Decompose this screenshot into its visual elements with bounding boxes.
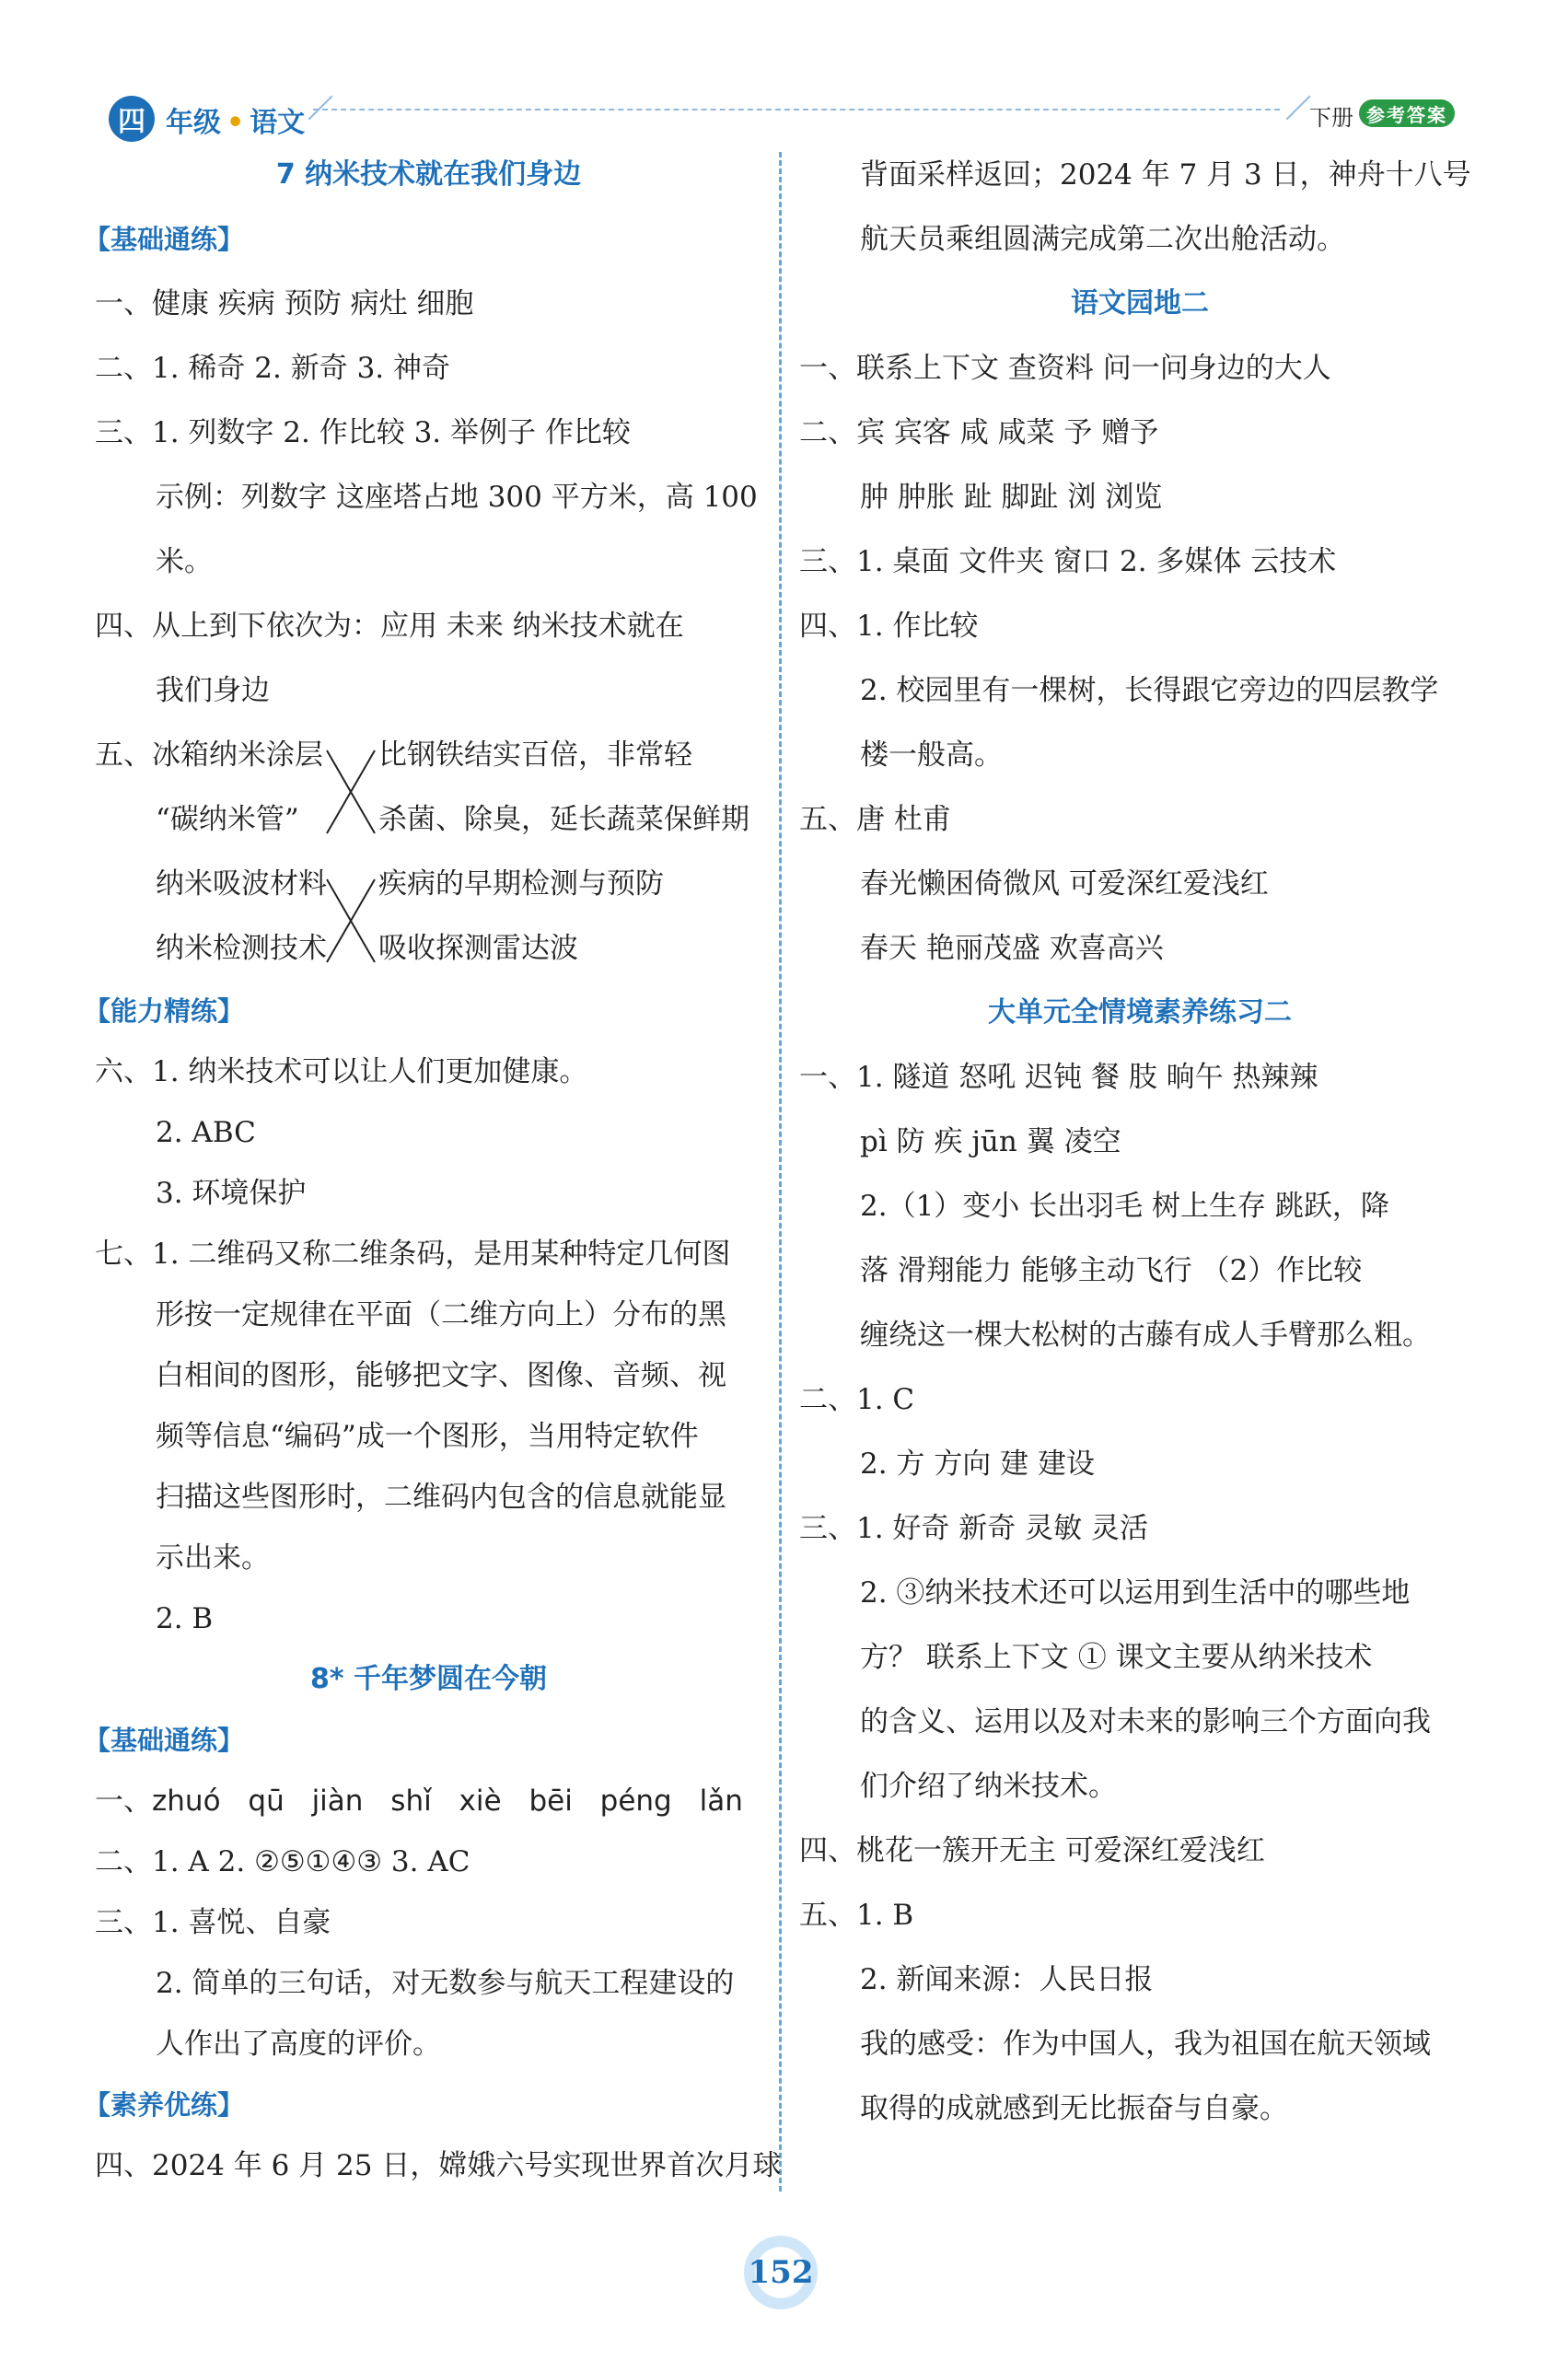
answer-line: 二、1. A 2. ②⑤①④③ 3. AC [95,1845,470,1878]
grade-subject-label [166,99,305,140]
answer-line: 四、桃花一簇开无主 可爱深红爱浅红 [799,1834,1265,1867]
answer-line: 2. 简单的三句话，对无数参与航天工程建设的 [156,1967,735,2000]
answer-line: 春光懒困倚微风 可爱深红爱浅红 [860,867,1269,901]
left-column [84,143,782,2196]
page-number: 152 [744,2236,818,2309]
answer-line: 二、1. 稀奇 2. 新奇 3. 神奇 [95,352,451,385]
answer-line: 示出来。 [156,1541,270,1575]
answer-line: 示例：列数字 这座塔占地 300 平方米，高 100 [156,481,758,514]
header-slash-left [308,96,333,121]
answer-line: 米。 [156,545,213,578]
match-right-item: 疾病的早期检测与预防 [378,867,664,901]
answer-line: 一、联系上下文 查资料 问一问身边的大人 [799,352,1331,385]
basic-practice-tag: 【基础通练】 [84,224,245,255]
matching-exercise [95,723,762,981]
match-row [95,723,762,787]
subject-label: 语文 [250,107,306,139]
answer-line: 2. B [156,1602,214,1635]
dot-separator: • [226,107,245,139]
match-right-item: 吸收探测雷达波 [378,932,578,965]
answer-line: 们介绍了纳米技术。 [860,1770,1117,1803]
match-row [95,916,762,981]
ability-practice-tag: 【能力精练】 [84,995,245,1027]
answer-line: 2. 新闻来源：人民日报 [860,1963,1154,1996]
grade-label: 年级 [166,107,221,139]
answer-line: 2. ③纳米技术还可以运用到生活中的哪些地 [860,1576,1411,1610]
basic-practice-tag: 【基础通练】 [84,1725,245,1756]
match-left-item: “碳纳米管” [156,803,299,836]
answer-line: 2. 方 方向 建 建设 [860,1447,1095,1481]
answer-line: 人作出了高度的评价。 [156,2028,441,2061]
answer-line: 2.（1）变小 长出羽毛 树上生存 跳跃，降 [860,1190,1389,1223]
answer-line: 三、1. 桌面 文件夹 窗口 2. 多媒体 云技术 [799,545,1337,578]
match-left-item: 纳米检测技术 [156,932,327,965]
answer-line: 楼一般高。 [860,738,1003,772]
answer-line: 缠绕这一棵大松树的古藤有成人手臂那么粗。 [860,1319,1431,1352]
answer-line: 白相间的图形，能够把文字、图像、音频、视 [156,1359,726,1392]
answer-line: 三、1. 喜悦、自豪 [95,1906,331,1939]
answer-line: 我们身边 [156,674,270,707]
answer-line: 六、1. 纳米技术可以让人们更加健康。 [95,1055,588,1088]
answer-line: 七、1. 二维码又称二维条码，是用某种特定几何图 [95,1238,731,1271]
page-header [0,0,1568,157]
match-right-item: 杀菌、除臭，延长蔬菜保鲜期 [378,803,749,836]
unit-practice-title: 大单元全情境素养练习二 [988,996,1292,1029]
answer-line: 3. 环境保护 [156,1177,307,1210]
answer-line: 形按一定规律在平面（二维方向上）分布的黑 [156,1298,726,1331]
answer-line: 三、1. 好奇 新奇 灵敏 灵活 [799,1512,1148,1545]
match-row [95,852,762,916]
answer-line: 春天 艳丽茂盛 欢喜高兴 [860,932,1164,965]
answer-line: 肿 肿胀 趾 脚趾 浏 浏览 [860,481,1163,514]
answer-key-badge: 参考答案 [1359,99,1455,127]
answer-line: 的含义、运用以及对未来的影响三个方面向我 [860,1705,1431,1738]
answer-line: 一、1. 隧道 怒吼 迟钝 餐 肢 晌午 热辣辣 [799,1061,1318,1094]
answer-line: 扫描这些图形时，二维码内包含的信息就能显 [156,1481,726,1514]
answer-line: 取得的成就感到无比振奋与自豪。 [860,2092,1288,2125]
grade-badge: 四 [109,96,155,142]
quality-practice-tag: 【素养优练】 [84,2089,245,2121]
lesson-8-title: 8* 千年梦圆在今朝 [309,1663,547,1695]
match-left-item: 五、冰箱纳米涂层 [95,738,323,772]
answer-line: 二、宾 宾客 咸 咸菜 予 赠予 [799,416,1159,449]
answer-line: 四、1. 作比较 [799,610,979,643]
match-right-item: 比钢铁结实百倍，非常轻 [378,738,692,772]
answer-line: 落 滑翔能力 能够主动飞行 （2）作比较 [860,1254,1363,1287]
header-rule [313,109,1280,110]
answer-line: 一、健康 疾病 预防 病灶 细胞 [95,287,474,320]
column-divider [779,152,782,2191]
answer-line: 航天员乘组圆满完成第二次出舱活动。 [860,223,1345,256]
answer-line: 我的感受：作为中国人，我为祖国在航天领域 [860,2028,1431,2061]
answer-line: 三、1. 列数字 2. 作比较 3. 举例子 作比较 [95,416,631,449]
header-slash-right [1286,96,1311,121]
match-left-item: 纳米吸波材料 [156,867,327,901]
answer-line: 五、唐 杜甫 [799,803,951,836]
answer-line: 四、2024 年 6 月 25 日，嫦娥六号实现世界首次月球 [95,2149,782,2182]
chinese-garden-title: 语文园地二 [1071,287,1209,320]
answer-line: 2. 校园里有一棵树，长得跟它旁边的四层教学 [860,674,1439,707]
answer-line: 2. ABC [156,1116,256,1149]
answer-line: 背面采样返回；2024 年 7 月 3 日，神舟十八号 [860,158,1471,192]
answer-line: 五、1. B [799,1899,914,1932]
match-row [95,787,762,852]
answer-line: pì 防 疾 jūn 翼 凌空 [860,1125,1121,1158]
answer-line: 一、zhuó qū jiàn shǐ xiè bēi péng lǎn [95,1785,743,1818]
right-column [799,143,1481,2141]
answer-line: 方？ 联系上下文 ① 课文主要从纳米技术 [860,1641,1373,1674]
answer-line: 频等信息“编码”成一个图形，当用特定软件 [156,1420,699,1453]
answer-line: 二、1. C [799,1383,915,1416]
answer-line: 四、从上到下依次为：应用 未来 纳米技术就在 [95,610,684,643]
lesson-7-title: 7 纳米技术就在我们身边 [275,158,582,191]
volume-label: 下册 [1309,105,1353,131]
